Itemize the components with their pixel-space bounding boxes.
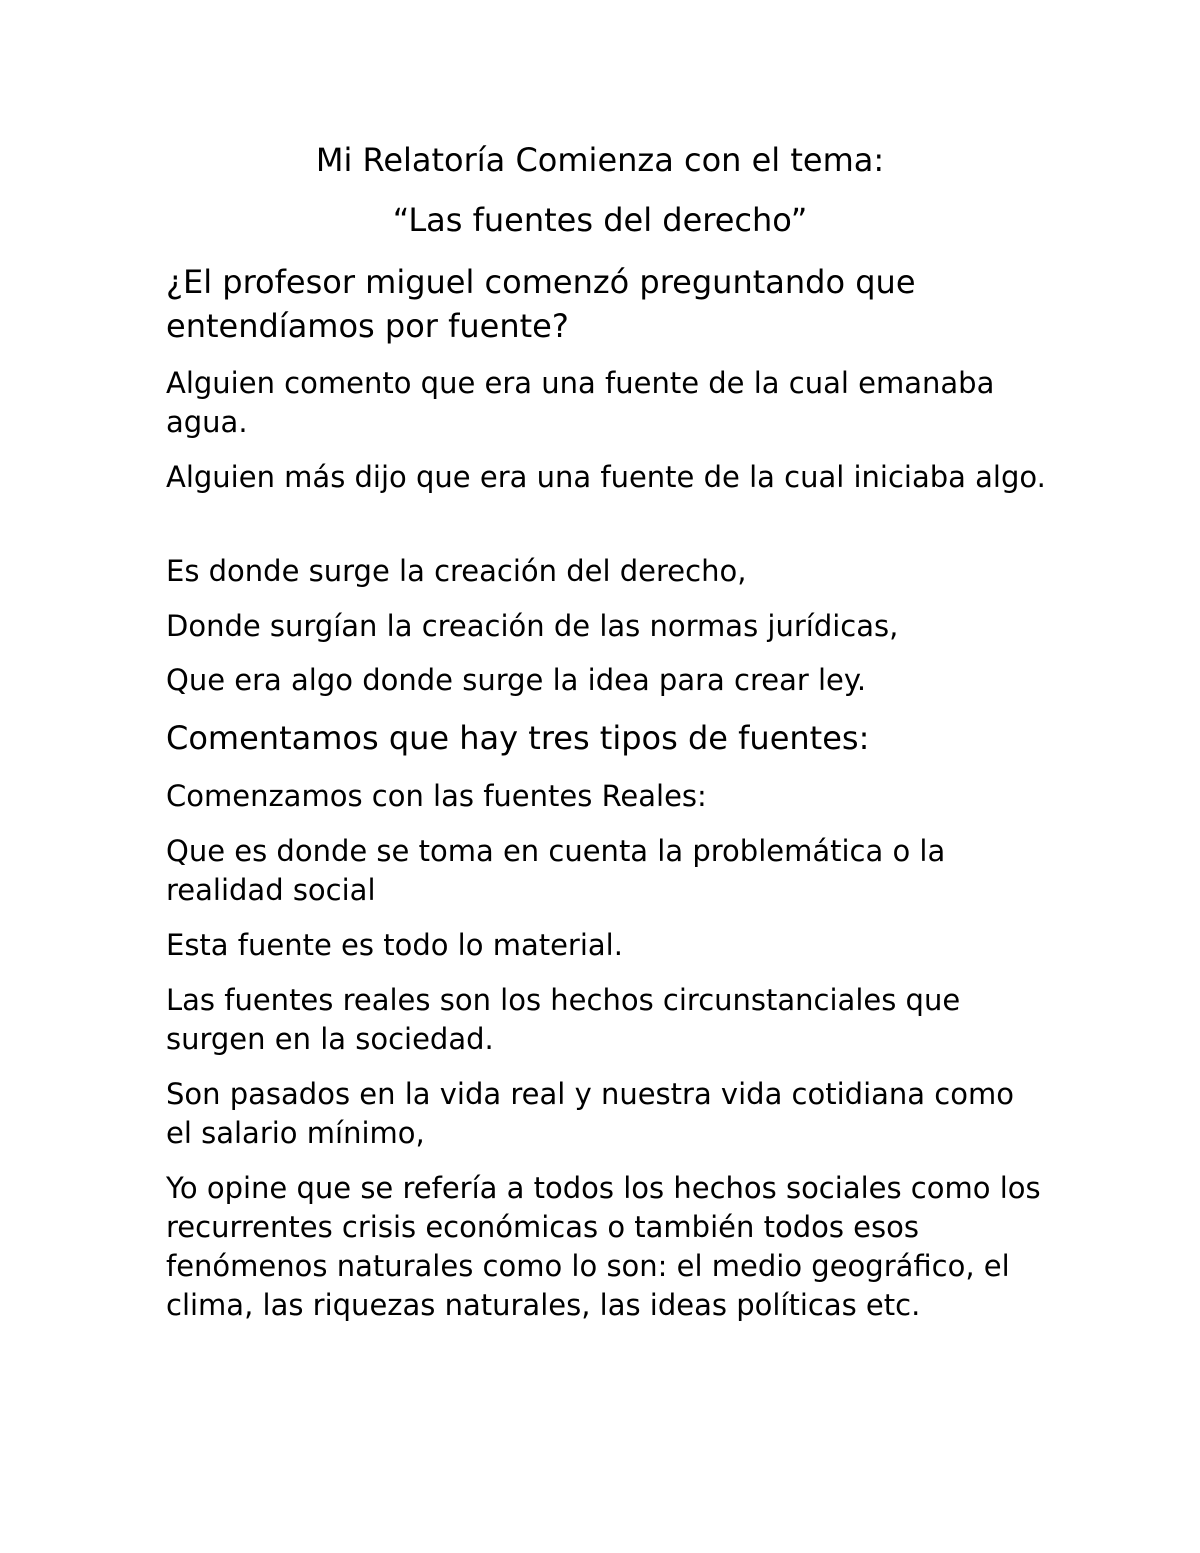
paragraph-question: ¿El profesor miguel comenzó preguntando que entendíamos por fuente?	[166, 263, 916, 345]
paragraph: Comenzamos con las fuentes Reales:	[166, 779, 707, 813]
document-title: Mi Relatoría Comienza con el tema:	[315, 141, 885, 179]
paragraph: Que era algo donde surge la idea para crear ley.	[166, 663, 867, 697]
paragraph: Que es donde se toma en cuenta la problemática o la realidad social	[166, 834, 946, 907]
paragraph: Alguien más dijo que era una fuente de la cual iniciaba algo.	[166, 460, 1046, 494]
document-subtitle: “Las fuentes del derecho”	[392, 201, 808, 239]
paragraph-section-heading: Comentamos que hay tres tipos de fuentes:	[166, 719, 870, 757]
paragraph: Alguien comento que era una fuente de la cual emanaba agua.	[166, 366, 995, 439]
paragraph: Esta fuente es todo lo material.	[166, 928, 623, 962]
paragraph: Es donde surge la creación del derecho,	[166, 554, 747, 588]
paragraph: Yo opine que se refería a todos los hechos sociales como los recurrentes crisis económicas o también todos esos fenómenos naturales como lo son: el medio geográfico, el clima, las riquezas naturales, las ideas políticas etc.	[166, 1171, 1041, 1322]
paragraph: Donde surgían la creación de las normas jurídicas,	[166, 609, 899, 643]
paragraph: Son pasados en la vida real y nuestra vida cotidiana como el salario mínimo,	[166, 1077, 1014, 1150]
paragraph: Las fuentes reales son los hechos circunstanciales que surgen en la sociedad.	[166, 983, 961, 1056]
